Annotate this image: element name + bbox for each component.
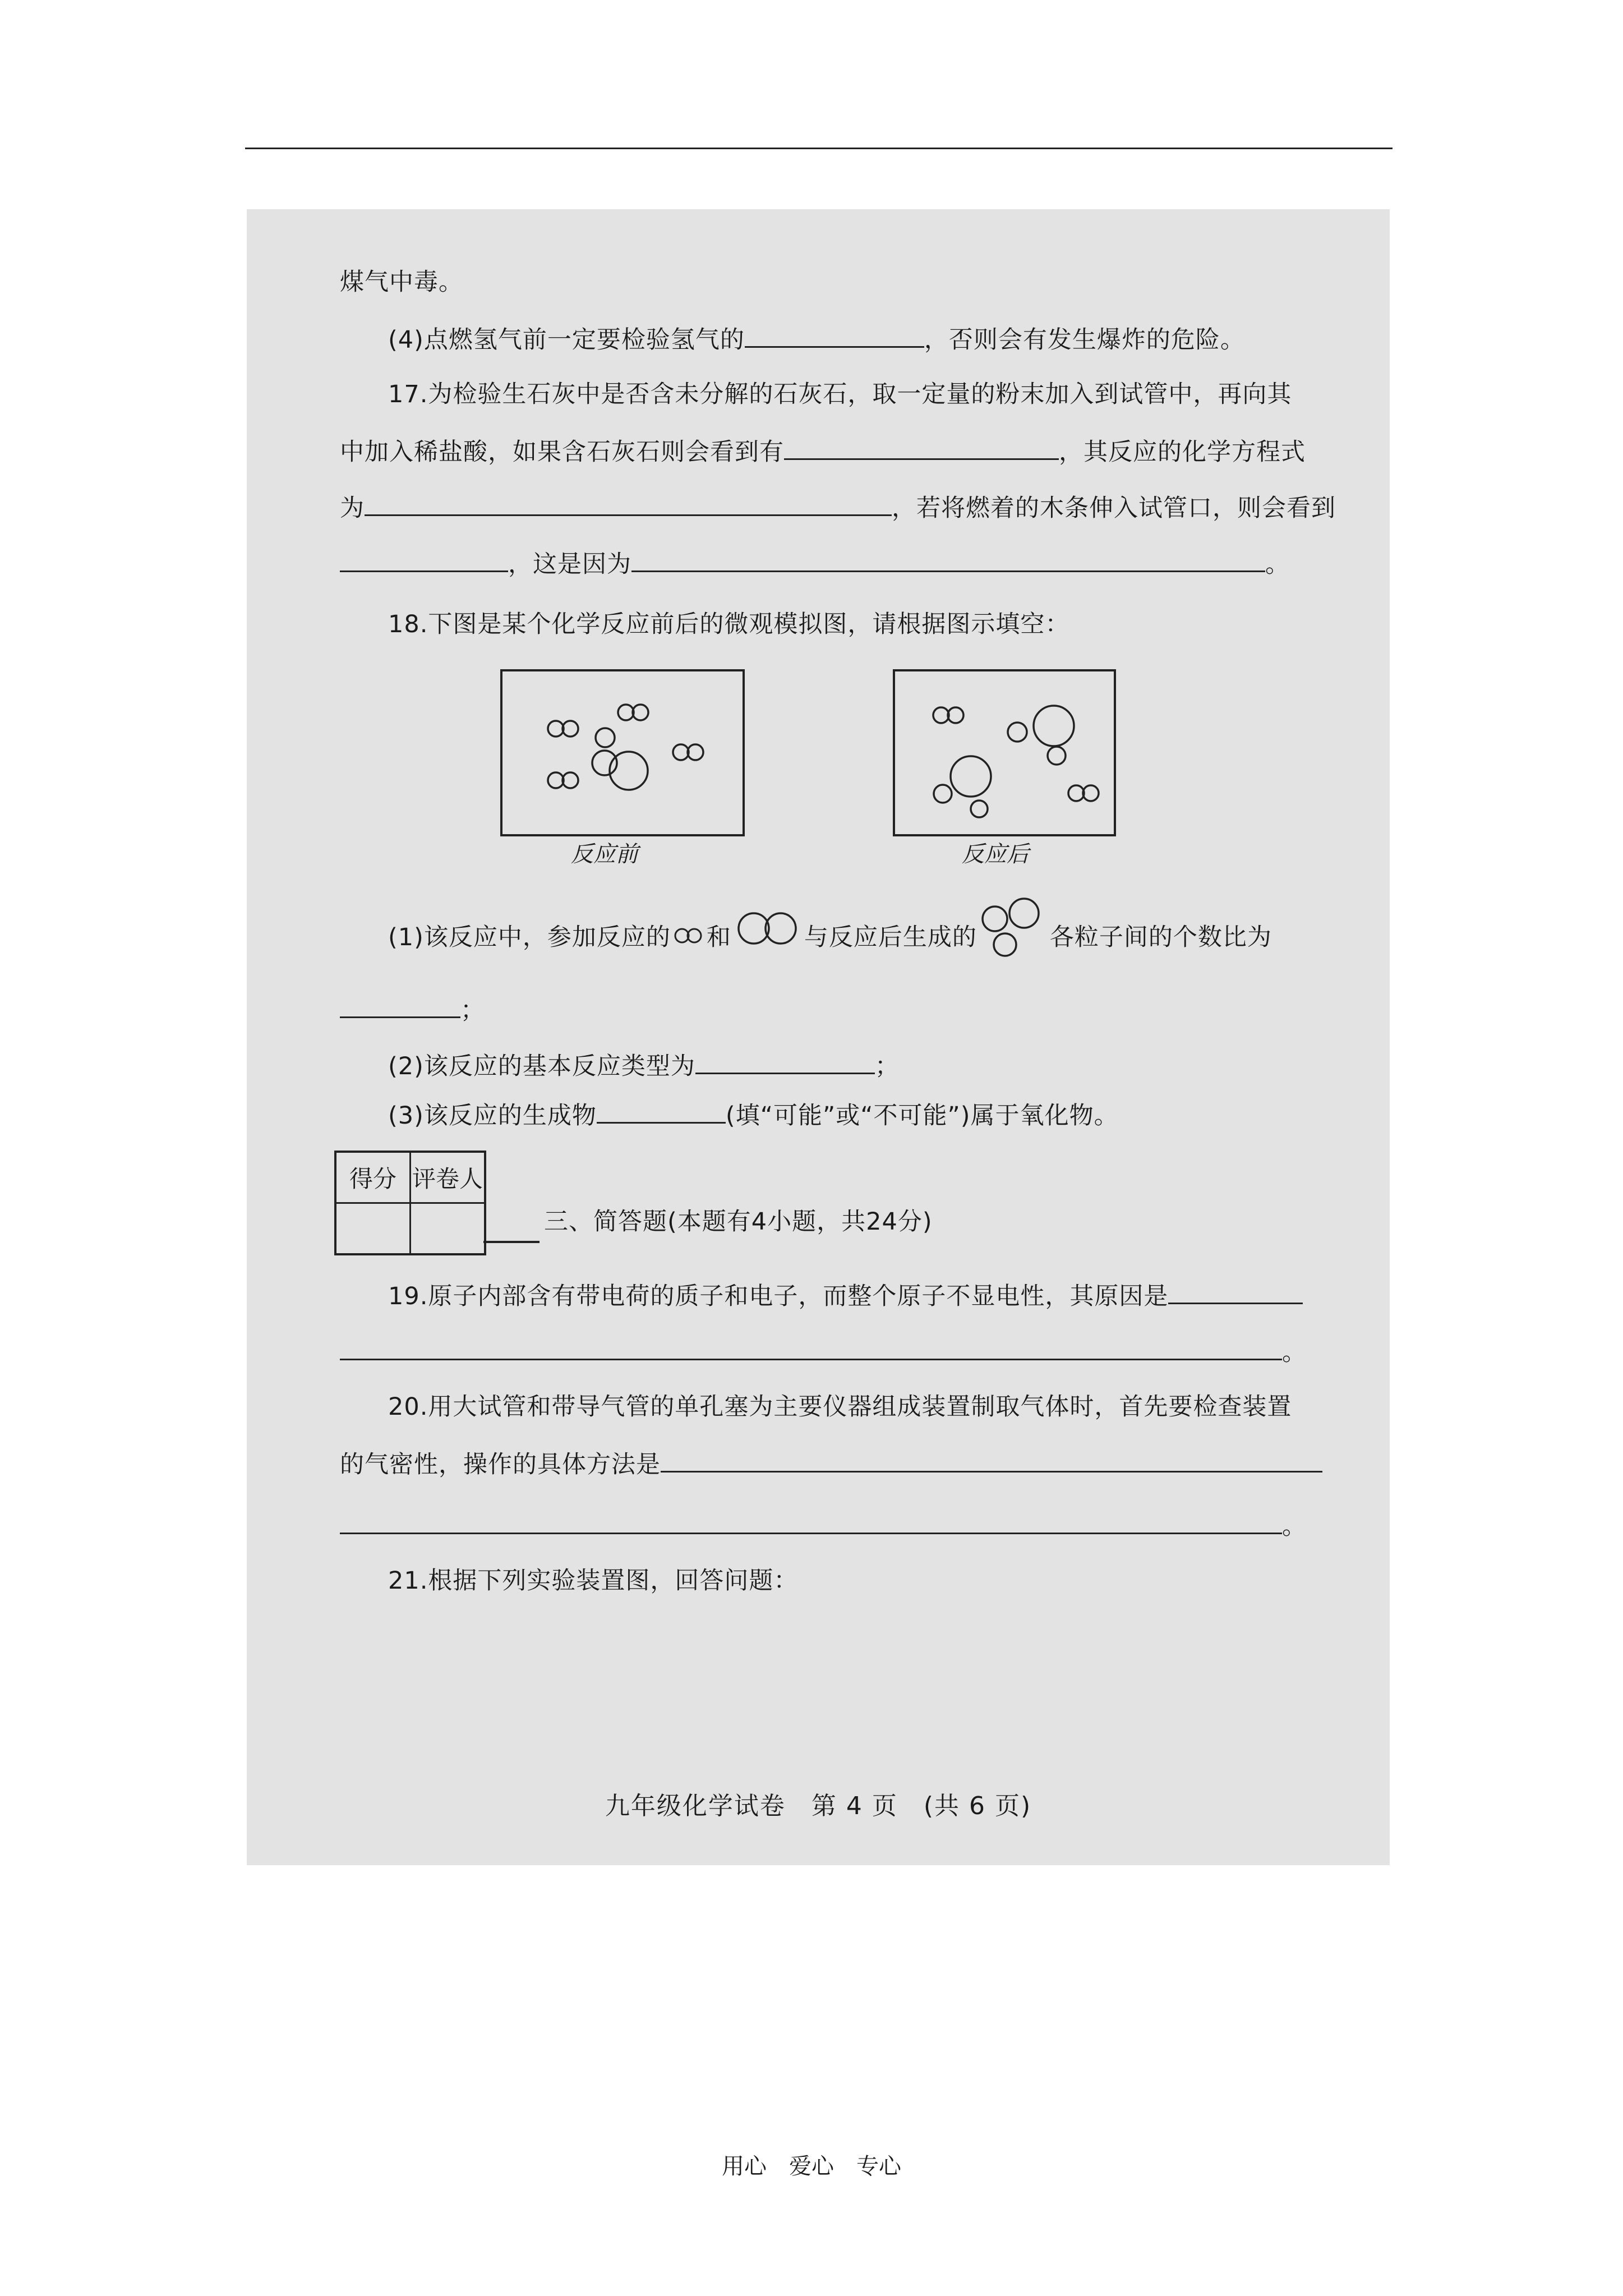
- q17-line3: [340, 490, 1336, 523]
- q17-line3-text: 为: [340, 494, 365, 522]
- q18-part3-tail: (填“可能”或“不可能”)属于氧化物。: [725, 1102, 1119, 1130]
- q17-line4-text: ，这是因为: [508, 550, 631, 578]
- bottom-slogan: 用心 爱心 专心: [722, 2154, 901, 2179]
- answer-blank[interactable]: [365, 490, 892, 516]
- q18-intro: 18.下图是某个化学反应前后的微观模拟图，请根据图示填空：: [388, 610, 1070, 638]
- grader-header: 评卷人: [411, 1152, 486, 1203]
- q18-part1-text2: 与反应后生成的: [804, 923, 977, 951]
- q20-line2: [340, 1446, 1322, 1480]
- answer-blank[interactable]: [340, 992, 460, 1018]
- caption-after: 反应后: [962, 841, 1029, 867]
- score-table: [334, 1151, 486, 1255]
- before-molecules-diagram: [502, 671, 743, 834]
- q17-line4-end: 。: [1265, 550, 1290, 578]
- q18-part3: [388, 1097, 1119, 1131]
- answer-blank[interactable]: [661, 1446, 1322, 1473]
- answer-blank[interactable]: [784, 434, 1059, 460]
- q19-question: [388, 1278, 1303, 1312]
- q18-part2: [388, 1048, 900, 1082]
- q18-part1-end: ；: [460, 996, 485, 1024]
- q20-line2-text: 的气密性，操作的具体方法是: [340, 1451, 661, 1479]
- q20-end: 。: [1282, 1512, 1307, 1540]
- q19-end: 。: [1282, 1338, 1307, 1366]
- q18-part1-text: (1)该反应中，参加反应的: [388, 923, 671, 951]
- answer-blank[interactable]: [340, 1508, 1282, 1534]
- q18-part1: [388, 896, 1272, 958]
- q17-line2: [340, 434, 1306, 467]
- q18-part1-text3: 各粒子间的个数比为: [1049, 923, 1272, 951]
- triatomic-product-molecule-icon: [977, 896, 1050, 981]
- table-underline: [483, 1241, 540, 1243]
- answer-blank[interactable]: [1168, 1278, 1303, 1304]
- q16-part4-text: (4)点燃氢气前一定要检验氢气的: [388, 326, 745, 354]
- q20-line1: 20.用大试管和带导气管的单孔塞为主要仪器组成装置制取气体时，首先要检查装置: [388, 1393, 1292, 1421]
- q17-line2-text: 中加入稀盐酸，如果含石灰石则会看到有: [340, 438, 784, 466]
- q18-part1-and: 和: [706, 923, 731, 951]
- answer-blank[interactable]: [695, 1048, 875, 1074]
- after-molecules-diagram: [895, 671, 1114, 834]
- header-rule: [245, 148, 1393, 149]
- score-header: 得分: [335, 1152, 411, 1203]
- q17-line3-tail: ，若将燃着的木条伸入试管口，则会看到: [892, 494, 1336, 522]
- q17-line2-tail: ，其反应的化学方程式: [1059, 438, 1306, 466]
- answer-blank[interactable]: [745, 321, 924, 348]
- after-reaction-box: [893, 669, 1116, 836]
- q16-part4-tail: ，否则会有发生爆炸的危险。: [924, 326, 1245, 354]
- q17-line1: 17.为检验生石灰中是否含未分解的石灰石，取一定量的粉末加入到试管中，再向其: [388, 380, 1292, 408]
- q18-part2-end: ；: [874, 1052, 900, 1080]
- q18-part3-text: (3)该反应的生成物: [388, 1102, 597, 1130]
- q19-text: 19.原子内部含有带电荷的质子和电子，而整个原子不显电性，其原因是: [388, 1282, 1169, 1310]
- q16-part4: [388, 321, 1245, 355]
- q21-question: 21.根据下列实验装置图，回答问题：: [388, 1567, 799, 1595]
- diatomic-large-molecule-icon: [731, 908, 804, 970]
- q18-part2-text: (2)该反应的基本反应类型为: [388, 1052, 695, 1080]
- q16-continuation: 煤气中毒。: [340, 268, 463, 296]
- page-footer: 九年级化学试卷 第 4 页 (共 6 页): [605, 1792, 1032, 1820]
- q19-answer-line: [340, 1334, 1307, 1368]
- answer-blank[interactable]: [340, 1334, 1282, 1360]
- q20-answer-line: [340, 1508, 1307, 1542]
- caption-before: 反应前: [571, 841, 638, 867]
- q17-line4: [340, 546, 1290, 579]
- q18-part1-answer: [340, 992, 485, 1025]
- section3-heading: 三、简答题(本题有4小题，共24分): [544, 1208, 933, 1236]
- answer-blank[interactable]: [631, 546, 1265, 572]
- answer-blank[interactable]: [340, 546, 508, 572]
- before-reaction-box: [500, 669, 745, 836]
- score-cell[interactable]: [335, 1203, 411, 1255]
- grader-cell[interactable]: [411, 1203, 486, 1255]
- diatomic-small-molecule-icon: [671, 908, 707, 970]
- scanned-page: [247, 209, 1390, 1865]
- answer-blank[interactable]: [597, 1097, 726, 1124]
